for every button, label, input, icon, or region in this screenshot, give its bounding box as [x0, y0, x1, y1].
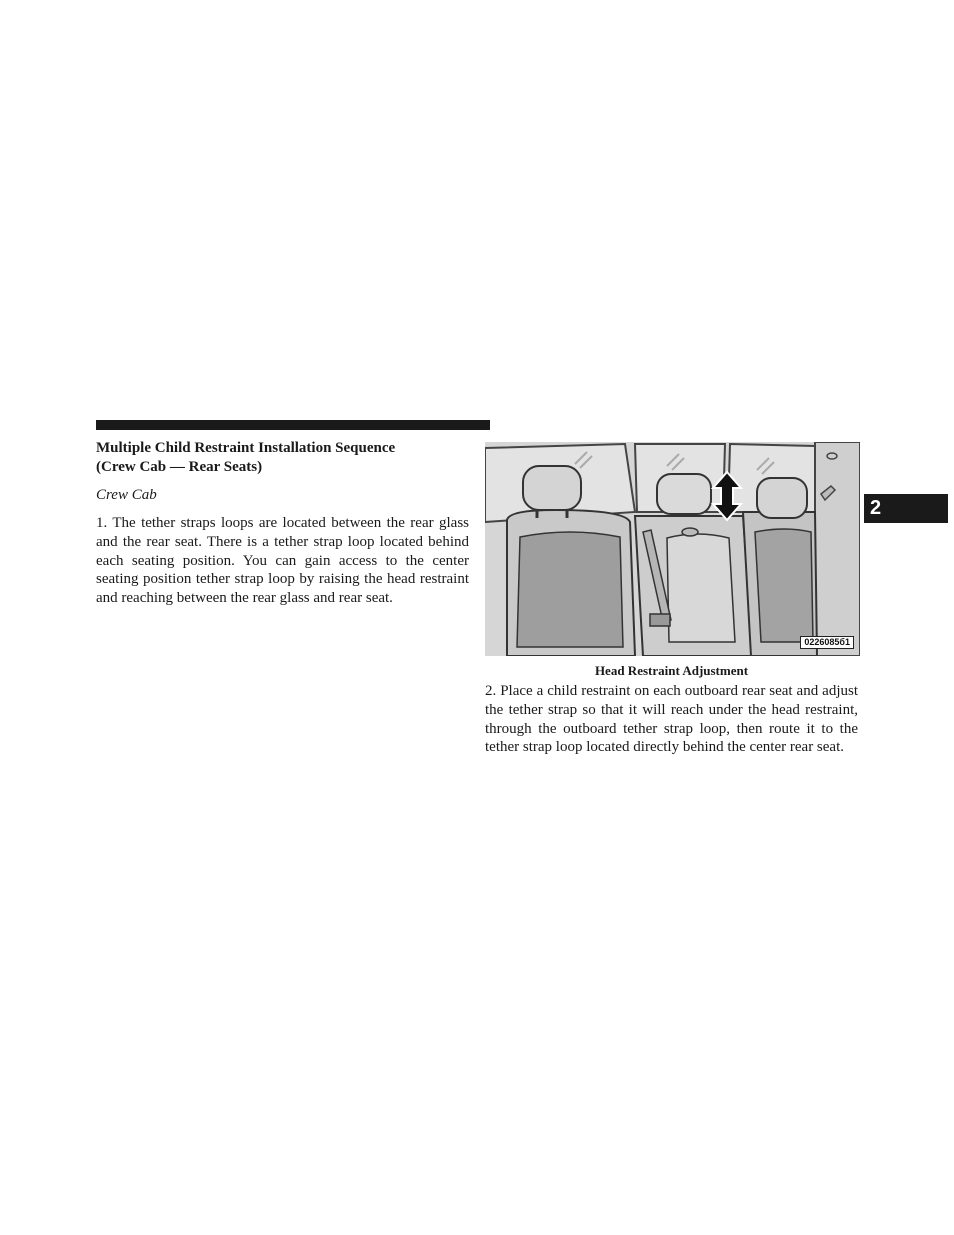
- figure-caption: Head Restraint Adjustment: [594, 663, 749, 678]
- chapter-tab: 2: [864, 494, 948, 523]
- step-1-paragraph: 1. The tether straps loops are located between the rear glass and the rear seat. There is a tether strap loop located behind each seating position. You can gain access to the center seating position tether strap loop by raising the head restraint and reaching between the rear glass and rear seat.: [96, 515, 469, 607]
- section-subheading: Crew Cab: [96, 487, 157, 503]
- section-heading: [96, 439, 476, 477]
- figure-code: 0226085б1: [800, 636, 854, 649]
- heading-line-1: Multiple Child Restraint Installation Sequence: [96, 440, 396, 456]
- rear-seat-figure: [485, 442, 860, 656]
- heading-line-2: (Crew Cab — Rear Seats): [96, 459, 263, 475]
- step-2-paragraph: 2. Place a child restraint on each outboard rear seat and adjust the tether strap so that it will reach under the head restraint, through the outboard tether strap loop, then route it to the tether strap loop located directly behind the center rear seat.: [485, 683, 858, 756]
- rear-seat-illustration: [485, 442, 860, 656]
- section-rule: [96, 420, 490, 430]
